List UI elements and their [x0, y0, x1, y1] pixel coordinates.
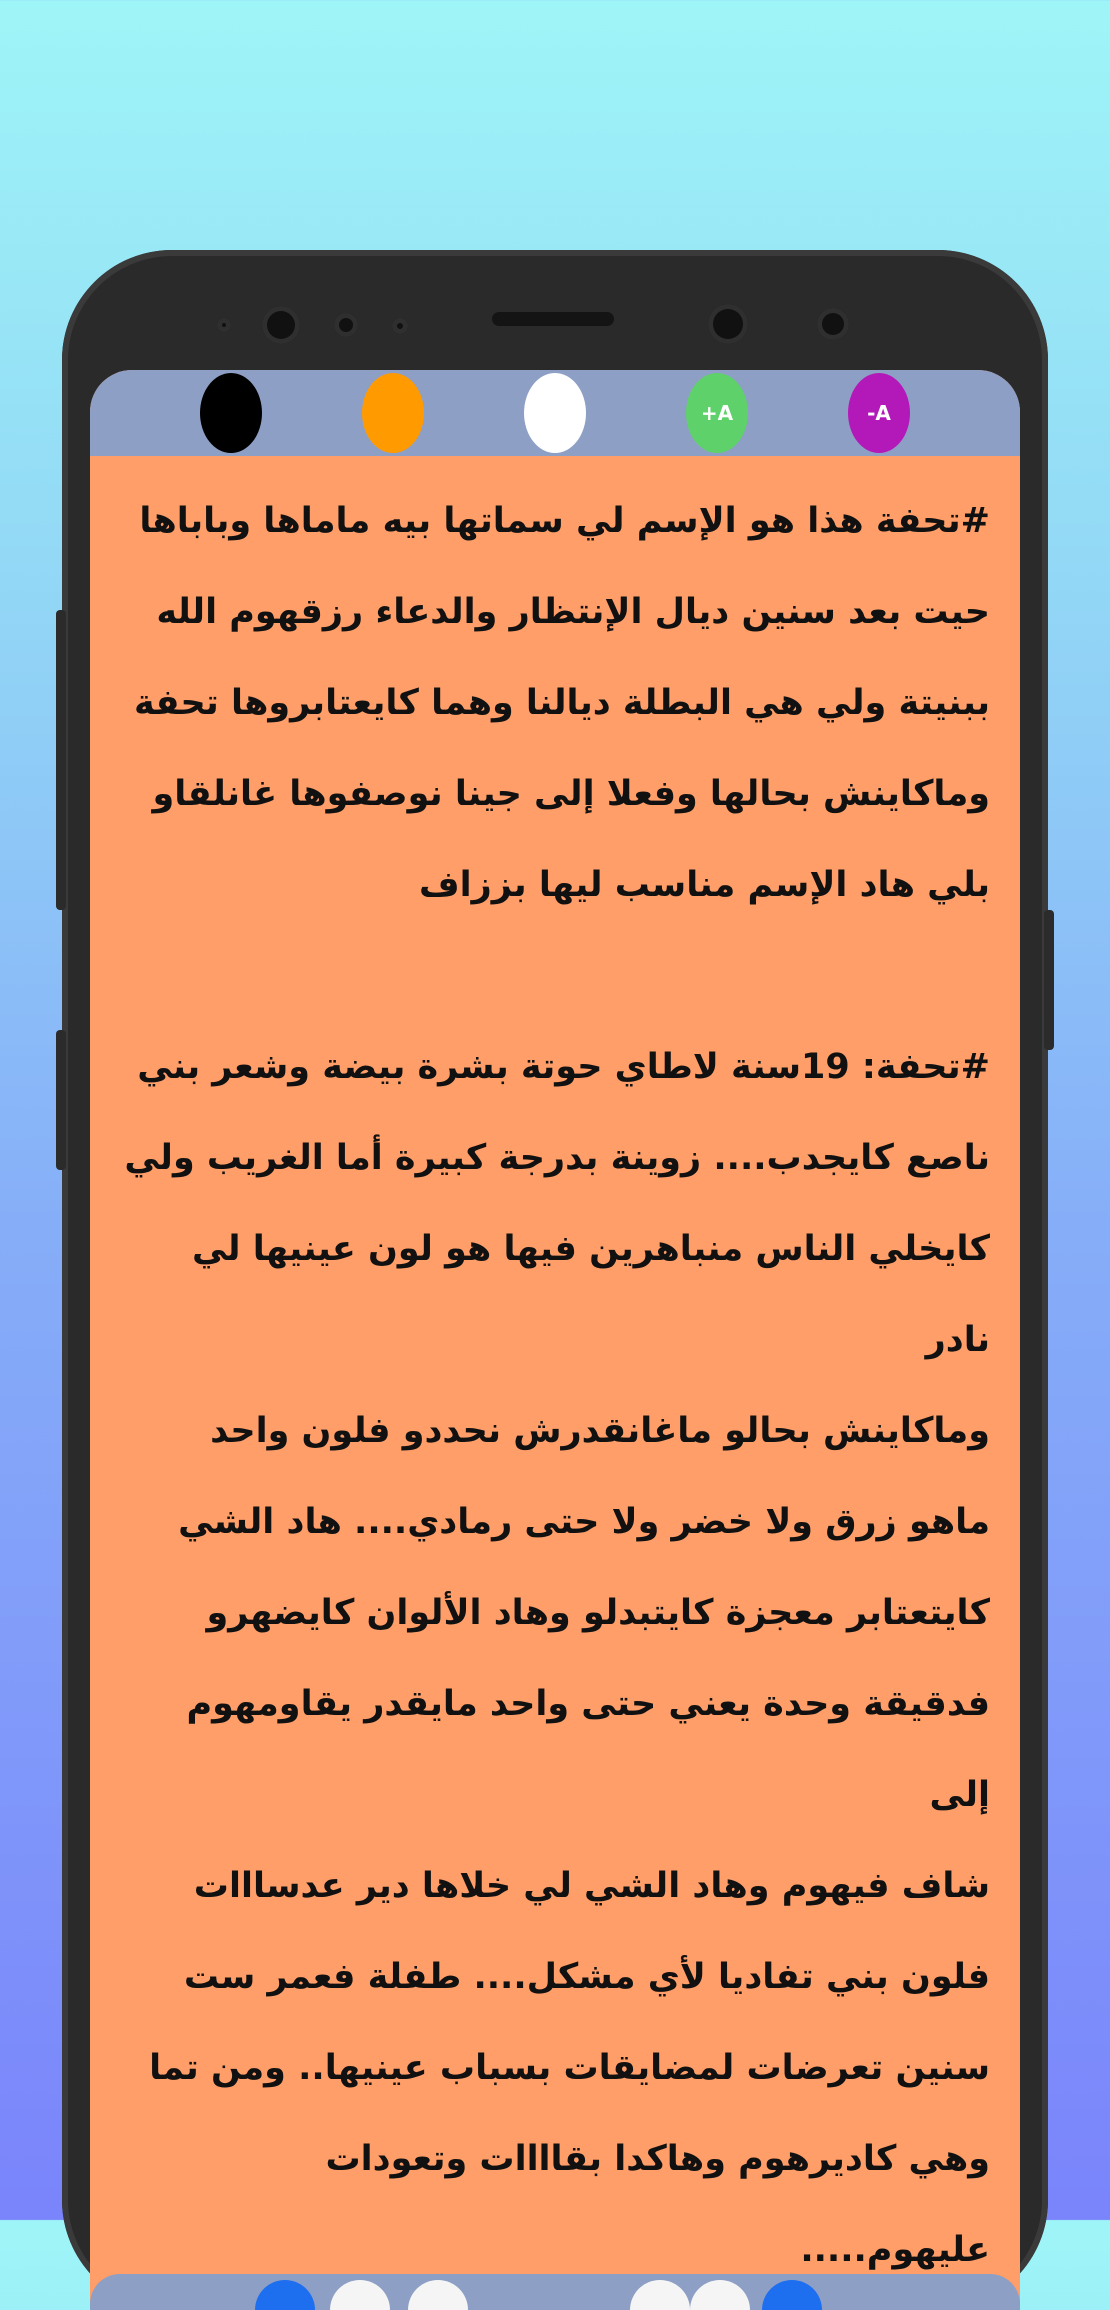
text-line: وماكاينش بحالها وفعلا إلى جينا نوصفوها غانلقاو	[152, 774, 990, 814]
increase-font-button[interactable]: +A	[686, 373, 748, 453]
story-text[interactable]	[90, 456, 1020, 2270]
sensor-dot	[217, 318, 231, 332]
text-line: فلون بني تفاديا لأي مشكل.... طفلة فعمر ست	[183, 1957, 990, 1997]
sensor-dot	[817, 308, 849, 340]
text-line: كايخلي الناس منباهرين فيها هو لون عينيها لي نادر	[192, 1229, 990, 1360]
text-line: ناصع كايجدب.... زوينة بدرجة كبيرة أما الغريب ولي	[124, 1138, 990, 1178]
paragraph-gap	[120, 931, 990, 1022]
bottom-toolbar-button[interactable]	[690, 2280, 750, 2310]
bottom-toolbar-button[interactable]	[330, 2280, 390, 2310]
decrease-font-button[interactable]: -A	[848, 373, 910, 453]
text-line: #تحفة هذا هو الإسم لي سماتها بيه ماماها وباباها	[139, 501, 990, 541]
color-toolbar	[90, 370, 1020, 456]
white-color-button[interactable]	[524, 373, 586, 453]
text-line: وهي كاديرهوم وهاكدا بقاااات وتعودات	[325, 2139, 990, 2179]
app-screen	[90, 370, 1020, 2310]
text-line: عليهوم.....	[800, 2230, 990, 2270]
text-line: ماهو زرق ولا خضر ولا حتى رمادي.... هاد الشي	[178, 1502, 990, 1542]
top-bezel	[62, 250, 1048, 390]
phone-frame	[62, 250, 1048, 2310]
text-line: #تحفة: 19سنة لاطاي حوتة بشرة بيضة وشعر بني	[137, 1047, 990, 1087]
bottom-toolbar-button[interactable]	[762, 2280, 822, 2310]
text-line: بلي هاد الإسم مناسب ليها بززاف	[418, 865, 990, 905]
power-button	[56, 610, 66, 910]
text-line: وماكاينش بحالو ماغانقدرش نحددو فلون واحد	[210, 1411, 990, 1451]
text-line: فدقيقة وحدة يعني حتى واحد مايقدر يقاومهوم إلى	[186, 1684, 990, 1815]
earpiece-speaker	[492, 312, 614, 326]
text-line: شاف فيهوم وهاد الشي لي خلاها دير عدسااات	[193, 1866, 990, 1906]
black-color-button[interactable]	[200, 373, 262, 453]
text-line: سنين تعرضات لمضايقات بسباب عينيها.. ومن تما	[149, 2048, 990, 2088]
front-camera-right	[708, 304, 748, 344]
text-line: حيت بعد سنين ديال الإنتظار والدعاء رزقهوم الله	[156, 592, 990, 632]
bottom-toolbar-button[interactable]	[630, 2280, 690, 2310]
front-camera	[262, 306, 300, 344]
text-line: كايتعتابر معجزة كايتبدلو وهاد الألوان كايضهرو	[206, 1593, 990, 1633]
side-button-right	[1044, 910, 1054, 1050]
text-line: ببنيتة ولي هي البطلة ديالنا وهما كايعتابروها تحفة	[134, 683, 990, 723]
sensor-dot	[392, 318, 408, 334]
bottom-toolbar	[90, 2274, 1020, 2310]
sensor-dot	[334, 313, 358, 337]
orange-color-button[interactable]	[362, 373, 424, 453]
volume-button	[56, 1030, 66, 1170]
bottom-toolbar-button[interactable]	[408, 2280, 468, 2310]
bottom-toolbar-button[interactable]	[255, 2280, 315, 2310]
